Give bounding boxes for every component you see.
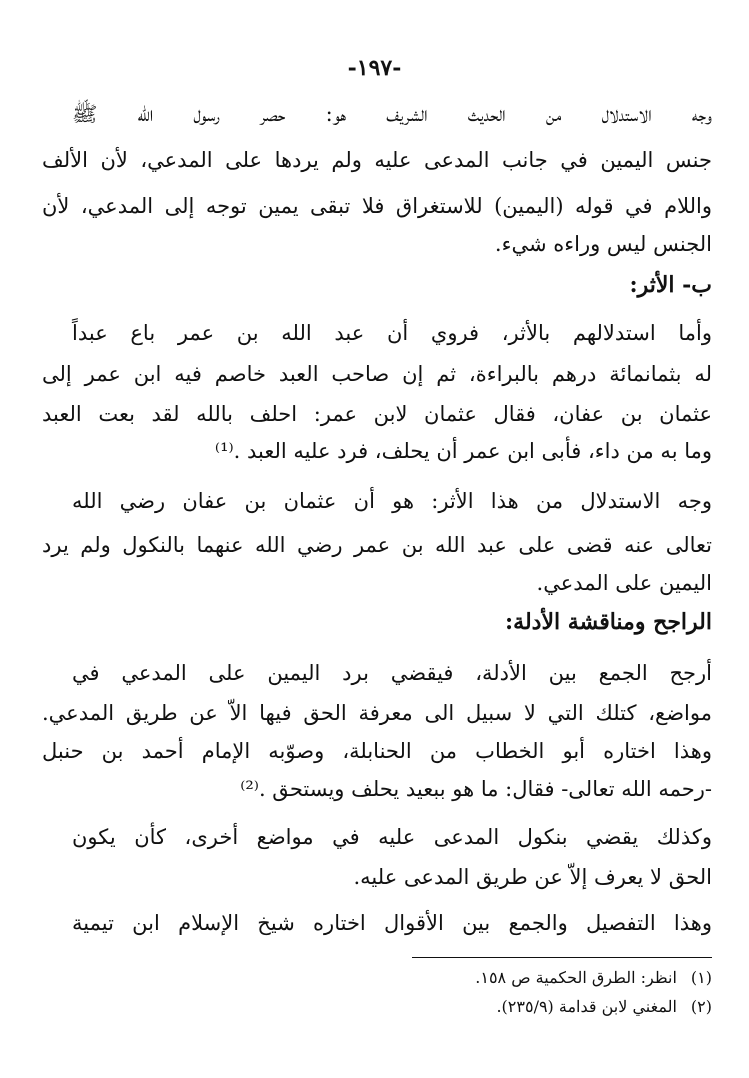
paragraph-line: أرجح الجمع بين الأدلة، فيقضي برد اليمين على المدعي في (72, 661, 712, 685)
footnote-text: انظر: الطرق الحكمية ص ١٥٨. (475, 968, 677, 987)
paragraph-line: الحق لا يعرف إلاّ عن طريق المدعى عليه. (353, 865, 712, 889)
paragraph-line: وجه الاستدلال من هذا الأثر: هو أن عثمان بن عفان رضي الله (72, 489, 712, 513)
paragraph-line: تعالى عنه قضى على عبد الله بن عمر رضي الله عنهما بالنكول ولم يرد (42, 533, 712, 557)
paragraph-line: عثمان بن عفان، فقال عثمان لابن عمر: احلف بالله لقد بعت العبد (42, 402, 712, 426)
footnote-number: (٢) (690, 997, 712, 1016)
paragraph-line: وأما استدلالهم بالأثر، فروي أن عبد الله بن عمر باع عبداً (72, 321, 712, 345)
footnote (475, 966, 712, 990)
paragraph-line: مواضع، كتلك التي لا سبيل الى معرفة الحق فيها الاّ عن طريق المدعي. (42, 701, 712, 725)
footnote-divider (412, 957, 712, 958)
footnote (496, 995, 712, 1019)
section-heading-athar: ب- الأثر: (629, 272, 712, 298)
paragraph-line: وكذلك يقضي بنكول المدعى عليه في مواضع أخرى، كأن يكون (72, 825, 712, 849)
paragraph-line: وهذا التفصيل والجمع بين الأقوال اختاره شيخ الإسلام ابن تيمية (72, 911, 712, 935)
paragraph-line: واللام في قوله (اليمين) للاستغراق فلا تبقى يمين توجه إلى المدعي، لأن (42, 194, 712, 218)
footnote-number: (١) (690, 968, 712, 987)
paragraph-line: وما به من داء، فأبى ابن عمر أن يحلف، فرد عليه العبد .⁽¹⁾ (214, 439, 712, 463)
paragraph-line: وهذا اختاره أبو الخطاب من الحنابلة، وصوّبه الإمام أحمد بن حنبل (42, 739, 712, 763)
paragraph-line: جنس اليمين في جانب المدعى عليه ولم يردها على المدعي، لأن الألف (42, 148, 712, 172)
paragraph-line: اليمين على المدعي. (536, 571, 712, 595)
paragraph-line: الجنس ليس وراءه شيء. (494, 232, 712, 256)
page-number: -١٩٧- (347, 55, 402, 81)
section-heading-rajih: الراجح ومناقشة الأدلة: (505, 609, 712, 635)
paragraph-line: له بثمانمائة درهم بالبراءة، ثم إن صاحب العبد خاصم فيه ابن عمر إلى (42, 362, 712, 386)
footnote-text: المغني لابن قدامة (٢٣٥/٩). (496, 997, 677, 1016)
paragraph-line: -رحمه الله تعالى- فقال: ما هو ببعيد يحلف ويستحق .⁽²⁾ (240, 777, 712, 801)
paragraph-line: وجه الاستدلال من الحديث الشريف هو: حصر رسول الله ﷺ (72, 102, 712, 126)
